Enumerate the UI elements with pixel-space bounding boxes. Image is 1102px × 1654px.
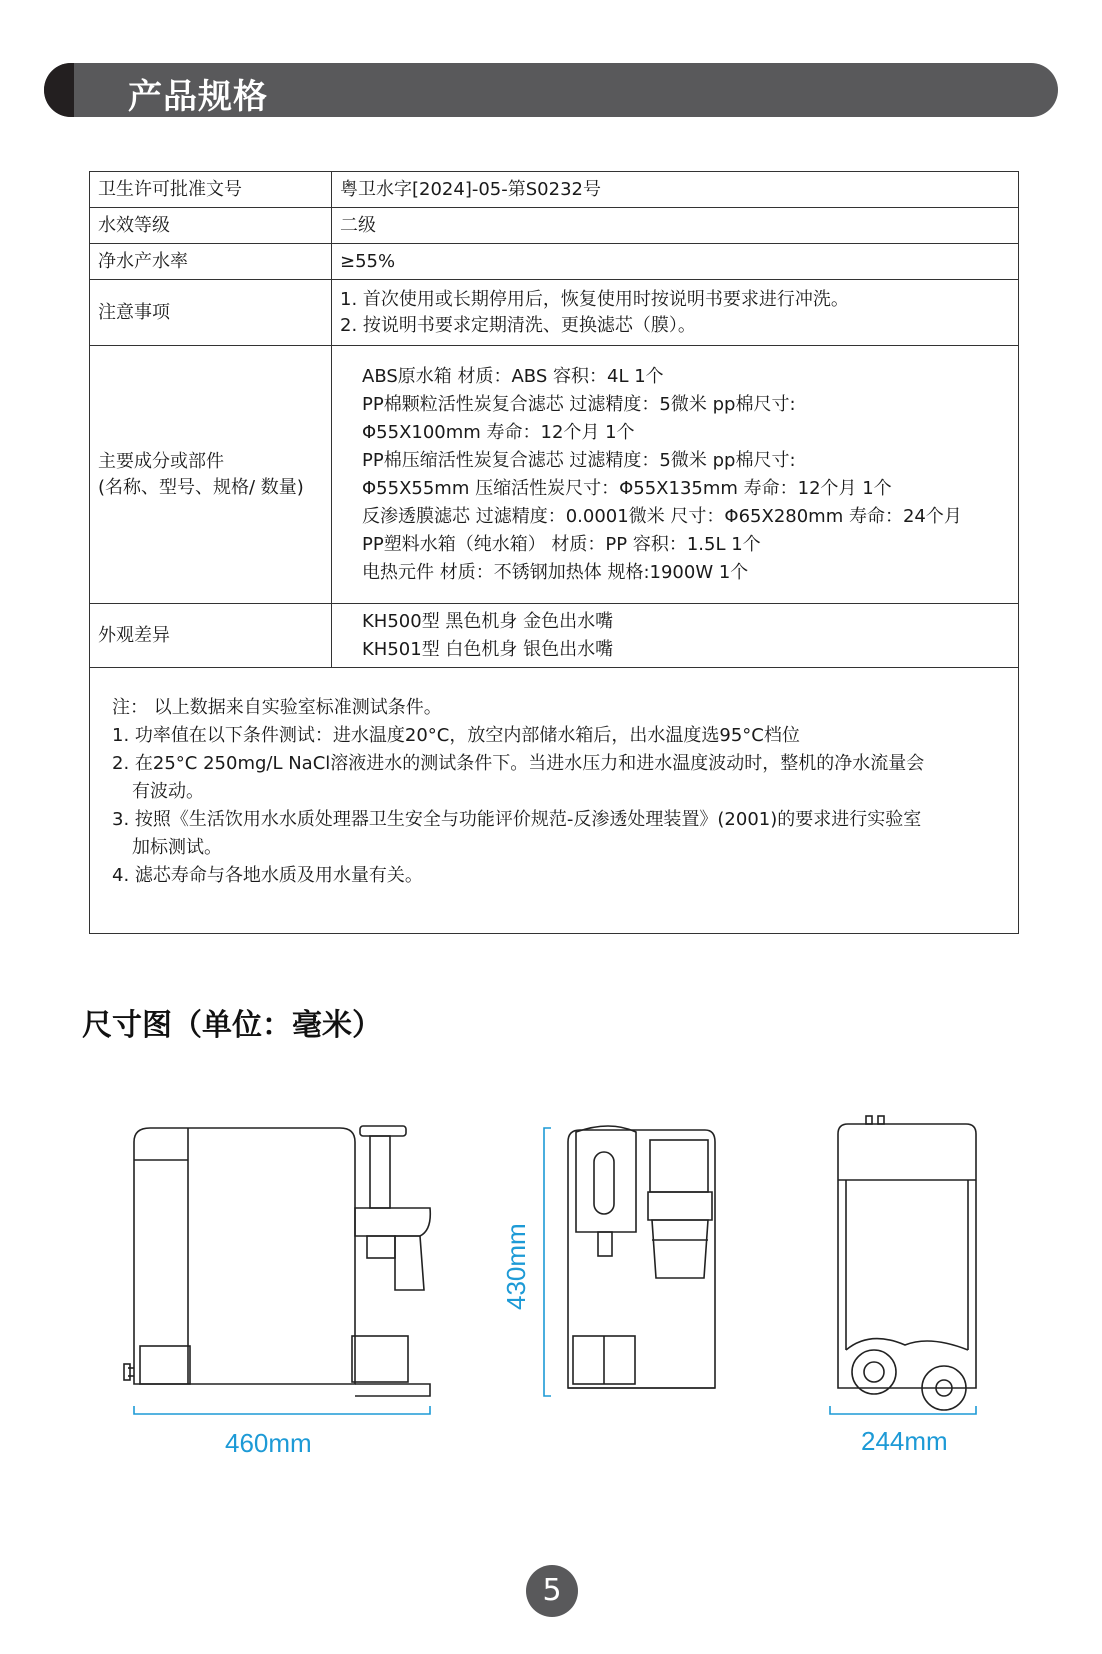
- note-line: 3. 按照《生活饮用水水质处理器卫生安全与功能评价规范-反渗透处理装置》(2001)的要求进行实验室: [112, 809, 922, 830]
- note-line: 有波动。: [132, 781, 204, 802]
- variant-line: KH500型 黑色机身 金色出水嘴: [362, 610, 614, 632]
- component-line: ABS原水箱 材质：ABS 容积：4L 1个: [362, 365, 664, 387]
- dimensions-heading: 尺寸图（单位：毫米）: [82, 1008, 382, 1043]
- component-line: Φ55X55mm 压缩活性炭尺寸：Φ55X135mm 寿命：12个月 1个: [362, 477, 892, 499]
- component-line: 电热元件 材质：不锈钢加热体 规格:1900W 1个: [362, 561, 749, 583]
- variant-line: KH501型 白色机身 银色出水嘴: [362, 638, 614, 660]
- caution-line: 1. 首次使用或长期停用后，恢复使用时按说明书要求进行冲洗。: [340, 288, 849, 310]
- back-view-drawing: [838, 1116, 976, 1410]
- note-line: 2. 在25°C 250mg/L NaCl溶液进水的测试条件下。当进水压力和进水温度波动时，整机的净水流量会: [112, 753, 925, 774]
- row-label: 水效等级: [90, 208, 332, 244]
- component-line: Φ55X100mm 寿命：12个月 1个: [362, 421, 635, 443]
- side-view-drawing: [124, 1126, 430, 1396]
- front-view-drawing: [568, 1126, 715, 1388]
- width-dimension-line: [134, 1406, 430, 1414]
- component-line: PP塑料水箱（纯水箱） 材质：PP 容积：1.5L 1个: [362, 533, 761, 555]
- component-line: PP棉颗粒活性炭复合滤芯 过滤精度：5微米 pp棉尺寸:: [362, 393, 796, 415]
- depth-dimension-label: 244mm: [861, 1426, 948, 1456]
- height-dimension-label: 430mm: [501, 1223, 531, 1310]
- row-label: 外观差异: [90, 604, 332, 668]
- note-line: 加标测试。: [132, 837, 222, 858]
- note-line: 1. 功率值在以下条件测试：进水温度20°C，放空内部储水箱后，出水温度选95°C档位: [112, 725, 800, 746]
- height-dimension-line: [544, 1128, 551, 1396]
- row-label: 注意事项: [90, 280, 332, 346]
- row-value: 二级: [332, 208, 1019, 244]
- row-value: ≥55%: [332, 244, 1019, 280]
- row-value: 粤卫水字[2024]-05-第S0232号: [332, 172, 1019, 208]
- page-number: 5: [526, 1565, 578, 1617]
- row-label: 卫生许可批准文号: [90, 172, 332, 208]
- width-dimension-label: 460mm: [225, 1428, 312, 1458]
- component-line: PP棉压缩活性炭复合滤芯 过滤精度：5微米 pp棉尺寸:: [362, 449, 796, 471]
- row-label-line: 主要成分或部件: [98, 450, 224, 472]
- caution-line: 2. 按说明书要求定期清洗、更换滤芯（膜）。: [340, 314, 696, 336]
- row-label: 净水产水率: [90, 244, 332, 280]
- component-line: 反渗透膜滤芯 过滤精度：0.0001微米 尺寸：Φ65X280mm 寿命：24个月: [362, 505, 962, 527]
- note-line: 注： 以上数据来自实验室标准测试条件。: [112, 697, 442, 718]
- note-line: 4. 滤芯寿命与各地水质及用水量有关。: [112, 865, 423, 886]
- section-title: 产品规格: [128, 77, 268, 117]
- row-label-line: (名称、型号、规格/ 数量): [98, 476, 304, 498]
